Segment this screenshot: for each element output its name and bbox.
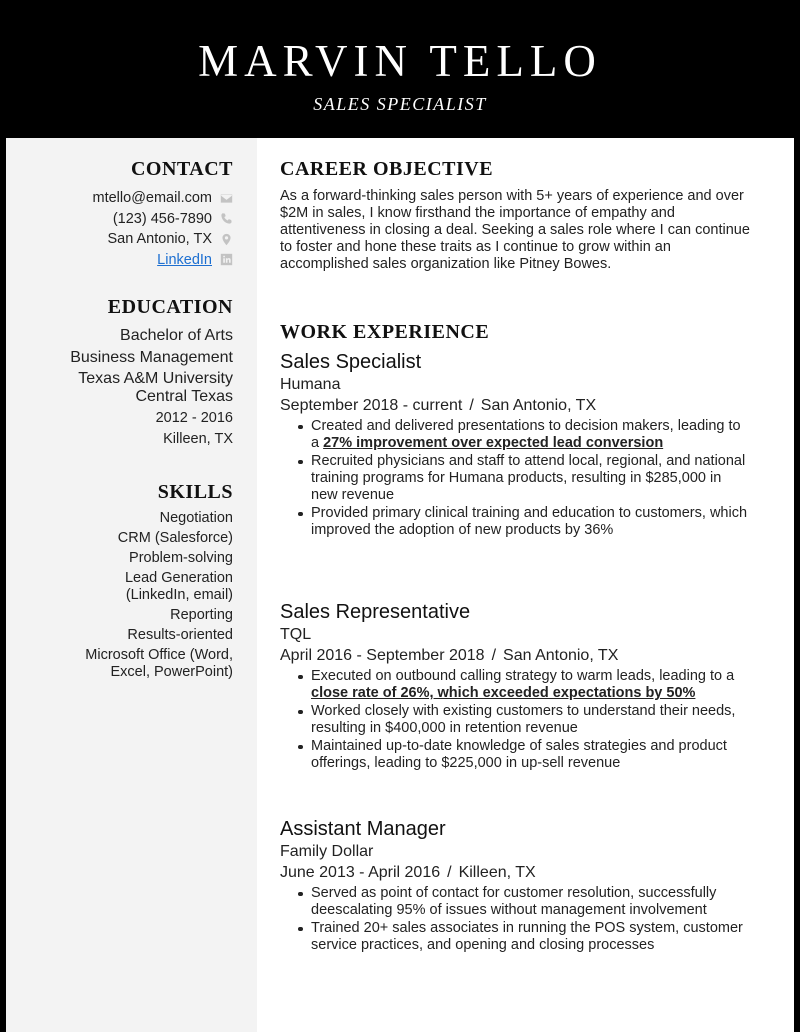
contact-linkedin[interactable] xyxy=(6,250,233,271)
job-title: Sales Specialist xyxy=(280,351,422,373)
education-section xyxy=(6,296,233,449)
education-years: 2012 - 2016 xyxy=(155,410,233,426)
job-company: Humana xyxy=(280,376,341,393)
education-location: Killeen, TX xyxy=(163,431,233,447)
education-school-line2: Central Texas xyxy=(135,388,233,405)
linkedin-link[interactable]: LinkedIn xyxy=(157,251,212,268)
bullet-text: Worked closely with existing customers to understand their needs, resulting in $400,000 in retention revenue xyxy=(311,703,736,736)
education-heading: EDUCATION xyxy=(107,296,233,318)
contact-location-text: San Antonio, TX xyxy=(107,231,212,248)
job-location: Killeen, TX xyxy=(458,864,536,881)
meta-separator: / xyxy=(447,864,452,881)
job-bullet xyxy=(280,703,750,737)
job-bullet xyxy=(280,885,750,919)
job-meta xyxy=(280,396,750,416)
skills-section xyxy=(6,481,233,684)
job-location: San Antonio, TX xyxy=(503,647,619,664)
contact-email-text: mtello@email.com xyxy=(92,190,212,207)
job-meta xyxy=(280,646,750,666)
bullet-text: Created and delivered presentations to decision makers, leading to a xyxy=(311,418,741,451)
phone-icon xyxy=(219,212,233,226)
job-bullet xyxy=(280,453,750,504)
bullet-text: Provided primary clinical training and education to customers, which improved the adoption of new products by 36% xyxy=(311,505,748,538)
education-degree: Bachelor of Arts xyxy=(120,327,233,344)
job-dates: April 2016 - September 2018 xyxy=(280,647,485,664)
objective-text: As a forward-thinking sales person with 5+ years of experience and over $2M in sales, I know firsthand the importance of empathy and attentiveness in closing a deal. Seeking a sales role where I can continue to foster and hone these traits as I continue to grow within an accomplished sales organization like Pitney Bowes. xyxy=(280,188,750,272)
contact-email[interactable] xyxy=(6,188,233,209)
job-bullets xyxy=(280,668,750,772)
sidebar xyxy=(6,138,257,1032)
contact-phone[interactable] xyxy=(6,209,233,230)
meta-separator: / xyxy=(469,397,474,414)
job-entry xyxy=(280,817,750,955)
skill-item: Lead Generation (LinkedIn, email) xyxy=(124,570,233,603)
resume-header xyxy=(0,0,800,138)
envelope-icon xyxy=(219,191,233,205)
job-bullet xyxy=(280,668,750,702)
resume-body xyxy=(6,138,794,1032)
contact-section xyxy=(6,158,233,270)
contact-location xyxy=(6,229,233,250)
job-bullets xyxy=(280,885,750,954)
contact-phone-text: (123) 456-7890 xyxy=(112,210,212,227)
bullet-highlight: close rate of 26%, which exceeded expectations by 50% xyxy=(311,685,696,701)
education-school-line1: Texas A&M University xyxy=(78,370,233,387)
job-dates: June 2013 - April 2016 xyxy=(280,864,441,881)
experience-heading: WORK EXPERIENCE xyxy=(280,321,490,343)
job-company: Family Dollar xyxy=(280,843,374,860)
skill-item: Negotiation xyxy=(159,510,233,526)
skill-item: Problem-solving xyxy=(129,550,233,566)
job-title: Sales Representative xyxy=(280,601,471,623)
objective-heading: CAREER OBJECTIVE xyxy=(280,158,494,180)
bullet-text: Executed on outbound calling strategy to warm leads, leading to a xyxy=(311,668,735,684)
candidate-title: SALES SPECIALIST xyxy=(313,94,487,114)
job-entry xyxy=(280,350,750,540)
job-dates: September 2018 - current xyxy=(280,397,463,414)
job-company: TQL xyxy=(280,626,312,643)
meta-separator: / xyxy=(491,647,497,664)
job-bullet xyxy=(280,920,750,954)
job-bullets xyxy=(280,418,750,539)
contact-heading: CONTACT xyxy=(130,158,233,180)
job-location: San Antonio, TX xyxy=(480,397,597,414)
bullet-text: Maintained up-to-date knowledge of sales strategies and product offerings, leading to $225,000 in up-sell revenue xyxy=(311,738,727,771)
skill-item: Results-oriented xyxy=(127,627,233,643)
candidate-name: MARVIN TELLO xyxy=(198,36,602,86)
job-entry xyxy=(280,600,750,773)
job-bullet xyxy=(280,505,750,539)
bullet-text: Served as point of contact for customer resolution, successfully deescalating 95% of issues without management involvement xyxy=(311,885,717,918)
location-pin-icon xyxy=(219,232,233,246)
skill-item: CRM (Salesforce) xyxy=(117,530,233,546)
job-bullet xyxy=(280,738,750,772)
skill-item: Microsoft Office (Word, Excel, PowerPoint) xyxy=(85,647,233,680)
bullet-highlight: 27% improvement over expected lead conversion xyxy=(323,435,664,451)
bullet-text: Recruited physicians and staff to attend local, regional, and national training programs for Humana products, resulting in $285,000 in new revenue xyxy=(311,453,746,503)
job-title: Assistant Manager xyxy=(280,818,446,840)
skills-heading: SKILLS xyxy=(157,481,233,503)
education-major: Business Management xyxy=(70,349,233,366)
job-bullet xyxy=(280,418,750,452)
linkedin-icon xyxy=(219,253,233,267)
job-meta xyxy=(280,863,750,883)
bullet-text: Trained 20+ sales associates in running the POS system, customer service practices, and opening and closing processes xyxy=(311,920,743,953)
skill-item: Reporting xyxy=(170,607,233,623)
